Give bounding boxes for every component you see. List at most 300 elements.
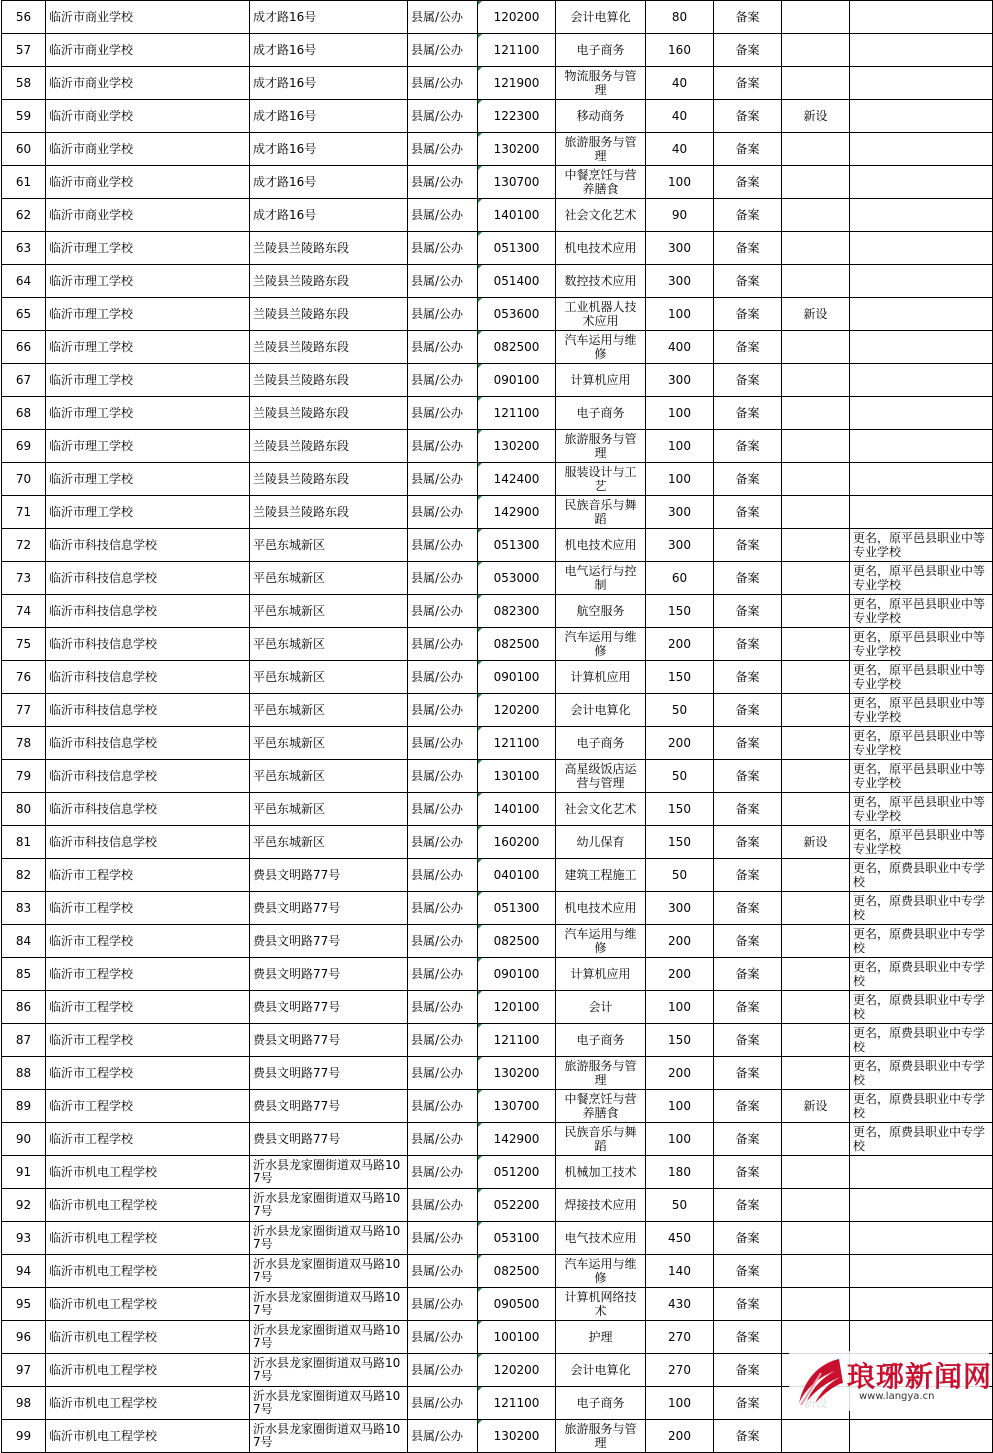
cell-count: 100 [646,1387,714,1420]
cell-school: 临沂市理工学校 [46,298,250,331]
cell-code: 121100 [478,1024,556,1057]
cell-major: 机电技术应用 [556,529,646,562]
cell-status: 备案 [714,1024,782,1057]
cell-status: 备案 [714,265,782,298]
watermark-site-name: 琅琊新闻网 [847,1360,993,1393]
cell-type: 县属/公办 [408,1024,478,1057]
cell-address: 费县文明路77号 [250,859,408,892]
cell-major: 电气技术应用 [556,1222,646,1255]
cell-major: 电气运行与控制 [556,562,646,595]
cell-code: 140100 [478,199,556,232]
cell-status: 备案 [714,694,782,727]
cell-status: 备案 [714,133,782,166]
cell-type: 县属/公办 [408,34,478,67]
cell-no: 93 [2,1222,46,1255]
cell-type: 县属/公办 [408,958,478,991]
cell-type: 县属/公办 [408,397,478,430]
cell-new [782,1189,850,1222]
cell-type: 县属/公办 [408,199,478,232]
cell-type: 县属/公办 [408,1156,478,1189]
cell-count: 50 [646,760,714,793]
cell-count: 140 [646,1255,714,1288]
table-row [2,1420,993,1453]
cell-code: 090100 [478,364,556,397]
cell-address: 成才路16号 [250,199,408,232]
cell-count: 450 [646,1222,714,1255]
cell-school: 临沂市机电工程学校 [46,1156,250,1189]
cell-code: 082500 [478,628,556,661]
cell-code: 090500 [478,1288,556,1321]
cell-status: 备案 [714,67,782,100]
cell-address: 沂水县龙家圈街道双马路107号 [250,1156,408,1189]
cell-school: 临沂市理工学校 [46,397,250,430]
cell-count: 40 [646,67,714,100]
cell-address: 费县文明路77号 [250,1024,408,1057]
cell-count: 150 [646,826,714,859]
cell-address: 兰陵县兰陵路东段 [250,397,408,430]
cell-note [850,430,993,463]
cell-type: 县属/公办 [408,727,478,760]
cell-type: 县属/公办 [408,364,478,397]
cell-note [850,1156,993,1189]
cell-status: 备案 [714,892,782,925]
cell-address: 成才路16号 [250,1,408,34]
cell-major: 护理 [556,1321,646,1354]
cell-school: 临沂市商业学校 [46,1,250,34]
cell-status: 备案 [714,727,782,760]
table-row [2,430,993,463]
table-row [2,1123,993,1156]
cell-new [782,1,850,34]
cell-no: 67 [2,364,46,397]
cell-count: 100 [646,430,714,463]
cell-new [782,661,850,694]
cell-type: 县属/公办 [408,760,478,793]
cell-major: 幼儿保育 [556,826,646,859]
cell-address: 平邑东城新区 [250,595,408,628]
cell-type: 县属/公办 [408,1222,478,1255]
cell-address: 兰陵县兰陵路东段 [250,430,408,463]
cell-major: 汽车运用与维修 [556,628,646,661]
cell-new [782,925,850,958]
cell-count: 50 [646,694,714,727]
cell-new [782,1156,850,1189]
cell-status: 备案 [714,562,782,595]
table-row [2,1189,993,1222]
cell-address: 费县文明路77号 [250,1057,408,1090]
cell-major: 计算机应用 [556,364,646,397]
cell-school: 临沂市商业学校 [46,67,250,100]
table-row [2,925,993,958]
cell-major: 汽车运用与维修 [556,925,646,958]
cell-address: 平邑东城新区 [250,628,408,661]
cell-new [782,595,850,628]
cell-no: 85 [2,958,46,991]
cell-count: 270 [646,1321,714,1354]
table-row [2,133,993,166]
cell-address: 费县文明路77号 [250,958,408,991]
cell-type: 县属/公办 [408,265,478,298]
cell-address: 成才路16号 [250,133,408,166]
cell-code: 140100 [478,793,556,826]
cell-new: 新设 [782,826,850,859]
cell-type: 县属/公办 [408,166,478,199]
table-row [2,364,993,397]
cell-note: 更名，原费县职业中专学校 [850,1057,993,1090]
cell-major: 民族音乐与舞蹈 [556,1123,646,1156]
cell-status: 备案 [714,1090,782,1123]
cell-major: 会计 [556,991,646,1024]
cell-type: 县属/公办 [408,1420,478,1453]
cell-code: 121100 [478,34,556,67]
cell-code: 120200 [478,694,556,727]
cell-code: 160200 [478,826,556,859]
cell-address: 平邑东城新区 [250,826,408,859]
cell-count: 200 [646,727,714,760]
cell-type: 县属/公办 [408,529,478,562]
cell-status: 备案 [714,793,782,826]
cell-code: 053600 [478,298,556,331]
cell-address: 兰陵县兰陵路东段 [250,496,408,529]
table-row [2,628,993,661]
cell-count: 180 [646,1156,714,1189]
cell-note: 更名，原费县职业中专学校 [850,1024,993,1057]
cell-major: 会计电算化 [556,1,646,34]
cell-no: 80 [2,793,46,826]
cell-new [782,364,850,397]
cell-no: 76 [2,661,46,694]
cell-type: 县属/公办 [408,628,478,661]
cell-type: 县属/公办 [408,562,478,595]
cell-note: 更名，原平邑县职业中等专业学校 [850,562,993,595]
cell-major: 中餐烹饪与营养膳食 [556,1090,646,1123]
cell-code: 121100 [478,727,556,760]
cell-type: 县属/公办 [408,1321,478,1354]
cell-status: 备案 [714,1156,782,1189]
cell-type: 县属/公办 [408,67,478,100]
cell-type: 县属/公办 [408,496,478,529]
cell-school: 临沂市工程学校 [46,958,250,991]
cell-major: 机电技术应用 [556,892,646,925]
cell-code: 121100 [478,1387,556,1420]
cell-no: 84 [2,925,46,958]
cell-address: 兰陵县兰陵路东段 [250,265,408,298]
cell-no: 74 [2,595,46,628]
cell-status: 备案 [714,595,782,628]
cell-school: 临沂市机电工程学校 [46,1387,250,1420]
cell-status: 备案 [714,199,782,232]
cell-status: 备案 [714,298,782,331]
cell-status: 备案 [714,760,782,793]
cell-type: 县属/公办 [408,430,478,463]
table-row [2,331,993,364]
table-row [2,496,993,529]
cell-type: 县属/公办 [408,826,478,859]
cell-note [850,1288,993,1321]
cell-count: 400 [646,331,714,364]
cell-status: 备案 [714,925,782,958]
cell-school: 临沂市科技信息学校 [46,529,250,562]
cell-count: 200 [646,1420,714,1453]
cell-school: 临沂市理工学校 [46,496,250,529]
cell-note: 更名，原平邑县职业中等专业学校 [850,529,993,562]
cell-count: 60 [646,562,714,595]
cell-note [850,1321,993,1354]
cell-major: 社会文化艺术 [556,793,646,826]
cell-major: 会计电算化 [556,1354,646,1387]
cell-code: 120100 [478,991,556,1024]
cell-address: 平邑东城新区 [250,727,408,760]
cell-no: 86 [2,991,46,1024]
cell-no: 96 [2,1321,46,1354]
cell-count: 270 [646,1354,714,1387]
table-row [2,529,993,562]
cell-no: 82 [2,859,46,892]
cell-address: 兰陵县兰陵路东段 [250,364,408,397]
cell-school: 临沂市理工学校 [46,331,250,364]
cell-count: 100 [646,397,714,430]
cell-note: 更名，原平邑县职业中等专业学校 [850,661,993,694]
cell-type: 县属/公办 [408,1189,478,1222]
cell-note: 更名，原费县职业中专学校 [850,925,993,958]
cell-new [782,727,850,760]
cell-address: 成才路16号 [250,34,408,67]
cell-new [782,1255,850,1288]
cell-address: 费县文明路77号 [250,892,408,925]
cell-note: 更名，原费县职业中专学校 [850,892,993,925]
cell-count: 50 [646,1189,714,1222]
cell-new [782,265,850,298]
cell-note: 更名，原平邑县职业中等专业学校 [850,760,993,793]
cell-note: 更名，原费县职业中专学校 [850,991,993,1024]
cell-new: 新设 [782,1090,850,1123]
cell-type: 县属/公办 [408,1090,478,1123]
cell-major: 会计电算化 [556,694,646,727]
cell-count: 300 [646,529,714,562]
table-row [2,232,993,265]
table-row [2,397,993,430]
cell-school: 临沂市科技信息学校 [46,595,250,628]
cell-major: 计算机应用 [556,958,646,991]
cell-count: 150 [646,661,714,694]
cell-code: 052200 [478,1189,556,1222]
cell-note: 更名，原平邑县职业中等专业学校 [850,694,993,727]
cell-note [850,331,993,364]
cell-address: 平邑东城新区 [250,562,408,595]
cell-status: 备案 [714,397,782,430]
cell-new [782,991,850,1024]
cell-new [782,166,850,199]
cell-note [850,199,993,232]
cell-new [782,496,850,529]
cell-school: 临沂市理工学校 [46,364,250,397]
cell-status: 备案 [714,1123,782,1156]
cell-code: 142900 [478,1123,556,1156]
cell-status: 备案 [714,958,782,991]
cell-school: 临沂市工程学校 [46,892,250,925]
table-row [2,166,993,199]
cell-school: 临沂市机电工程学校 [46,1189,250,1222]
cell-no: 68 [2,397,46,430]
cell-major: 电子商务 [556,397,646,430]
cell-no: 63 [2,232,46,265]
cell-type: 县属/公办 [408,694,478,727]
cell-new [782,958,850,991]
cell-code: 142400 [478,463,556,496]
cell-count: 150 [646,793,714,826]
cell-type: 县属/公办 [408,991,478,1024]
cell-note [850,298,993,331]
cell-code: 130700 [478,166,556,199]
cell-no: 91 [2,1156,46,1189]
cell-note [850,166,993,199]
cell-code: 130200 [478,1057,556,1090]
cell-major: 汽车运用与维修 [556,331,646,364]
cell-major: 社会文化艺术 [556,199,646,232]
cell-code: 082300 [478,595,556,628]
cell-address: 平邑东城新区 [250,793,408,826]
cell-address: 沂水县龙家圈街道双马路107号 [250,1222,408,1255]
cell-note [850,1255,993,1288]
cell-new [782,34,850,67]
cell-no: 81 [2,826,46,859]
cell-type: 县属/公办 [408,1,478,34]
cell-major: 服装设计与工艺 [556,463,646,496]
cell-address: 成才路16号 [250,67,408,100]
cell-status: 备案 [714,826,782,859]
cell-no: 73 [2,562,46,595]
cell-note: 更名，原费县职业中专学校 [850,1123,993,1156]
cell-code: 130700 [478,1090,556,1123]
cell-address: 兰陵县兰陵路东段 [250,232,408,265]
cell-school: 临沂市工程学校 [46,991,250,1024]
cell-type: 县属/公办 [408,892,478,925]
cell-no: 83 [2,892,46,925]
cell-no: 66 [2,331,46,364]
table-row [2,991,993,1024]
cell-status: 备案 [714,529,782,562]
cell-school: 临沂市商业学校 [46,133,250,166]
cell-type: 县属/公办 [408,1387,478,1420]
cell-status: 备案 [714,1057,782,1090]
cell-status: 备案 [714,991,782,1024]
cell-school: 临沂市科技信息学校 [46,628,250,661]
cell-note: 更名，原平邑县职业中等专业学校 [850,595,993,628]
table-row [2,1090,993,1123]
cell-code: 121100 [478,397,556,430]
table-row [2,595,993,628]
cell-address: 兰陵县兰陵路东段 [250,331,408,364]
cell-count: 100 [646,1090,714,1123]
cell-code: 130200 [478,133,556,166]
cell-code: 051400 [478,265,556,298]
cell-school: 临沂市机电工程学校 [46,1288,250,1321]
cell-new [782,1123,850,1156]
cell-no: 60 [2,133,46,166]
cell-status: 备案 [714,628,782,661]
cell-status: 备案 [714,166,782,199]
table-row [2,859,993,892]
cell-type: 县属/公办 [408,925,478,958]
cell-note: 更名，原费县职业中专学校 [850,958,993,991]
cell-status: 备案 [714,1222,782,1255]
cell-code: 120200 [478,1,556,34]
cell-count: 300 [646,232,714,265]
cell-major: 中餐烹饪与营养膳食 [556,166,646,199]
cell-no: 77 [2,694,46,727]
cell-new [782,232,850,265]
cell-no: 59 [2,100,46,133]
cell-type: 县属/公办 [408,661,478,694]
cell-school: 临沂市工程学校 [46,1090,250,1123]
cell-school: 临沂市工程学校 [46,859,250,892]
cell-note [850,463,993,496]
enrollment-table [1,0,993,1453]
watermark-logo [789,1351,993,1411]
cell-major: 汽车运用与维修 [556,1255,646,1288]
cell-count: 150 [646,595,714,628]
cell-status: 备案 [714,100,782,133]
table-row [2,727,993,760]
cell-count: 100 [646,463,714,496]
cell-count: 200 [646,628,714,661]
cell-new [782,463,850,496]
cell-code: 130200 [478,1420,556,1453]
cell-status: 备案 [714,661,782,694]
table-row [2,34,993,67]
cell-major: 物流服务与管理 [556,67,646,100]
cell-code: 120200 [478,1354,556,1387]
cell-note [850,1420,993,1453]
cell-new [782,1057,850,1090]
cell-major: 建筑工程施工 [556,859,646,892]
cell-count: 200 [646,1057,714,1090]
cell-no: 58 [2,67,46,100]
cell-code: 082500 [478,925,556,958]
watermark-url: www.langya.cn [859,1391,935,1402]
cell-major: 焊接技术应用 [556,1189,646,1222]
cell-no: 87 [2,1024,46,1057]
cell-address: 沂水县龙家圈街道双马路107号 [250,1387,408,1420]
cell-major: 移动商务 [556,100,646,133]
cell-no: 71 [2,496,46,529]
cell-code: 090100 [478,958,556,991]
cell-major: 电子商务 [556,1387,646,1420]
cell-school: 临沂市理工学校 [46,265,250,298]
cell-status: 备案 [714,1,782,34]
cell-major: 数控技术应用 [556,265,646,298]
cell-type: 县属/公办 [408,331,478,364]
cell-address: 沂水县龙家圈街道双马路107号 [250,1321,408,1354]
cell-major: 计算机应用 [556,661,646,694]
cell-code: 142900 [478,496,556,529]
cell-address: 成才路16号 [250,166,408,199]
cell-status: 备案 [714,1354,782,1387]
table-row [2,1,993,34]
cell-address: 沂水县龙家圈街道双马路107号 [250,1420,408,1453]
table-row [2,892,993,925]
cell-note: 更名，原平邑县职业中等专业学校 [850,628,993,661]
cell-no: 79 [2,760,46,793]
cell-count: 90 [646,199,714,232]
cell-count: 160 [646,34,714,67]
cell-new [782,694,850,727]
cell-school: 临沂市科技信息学校 [46,661,250,694]
cell-code: 051300 [478,232,556,265]
cell-count: 80 [646,1,714,34]
cell-new: 新设 [782,100,850,133]
table-row [2,1057,993,1090]
